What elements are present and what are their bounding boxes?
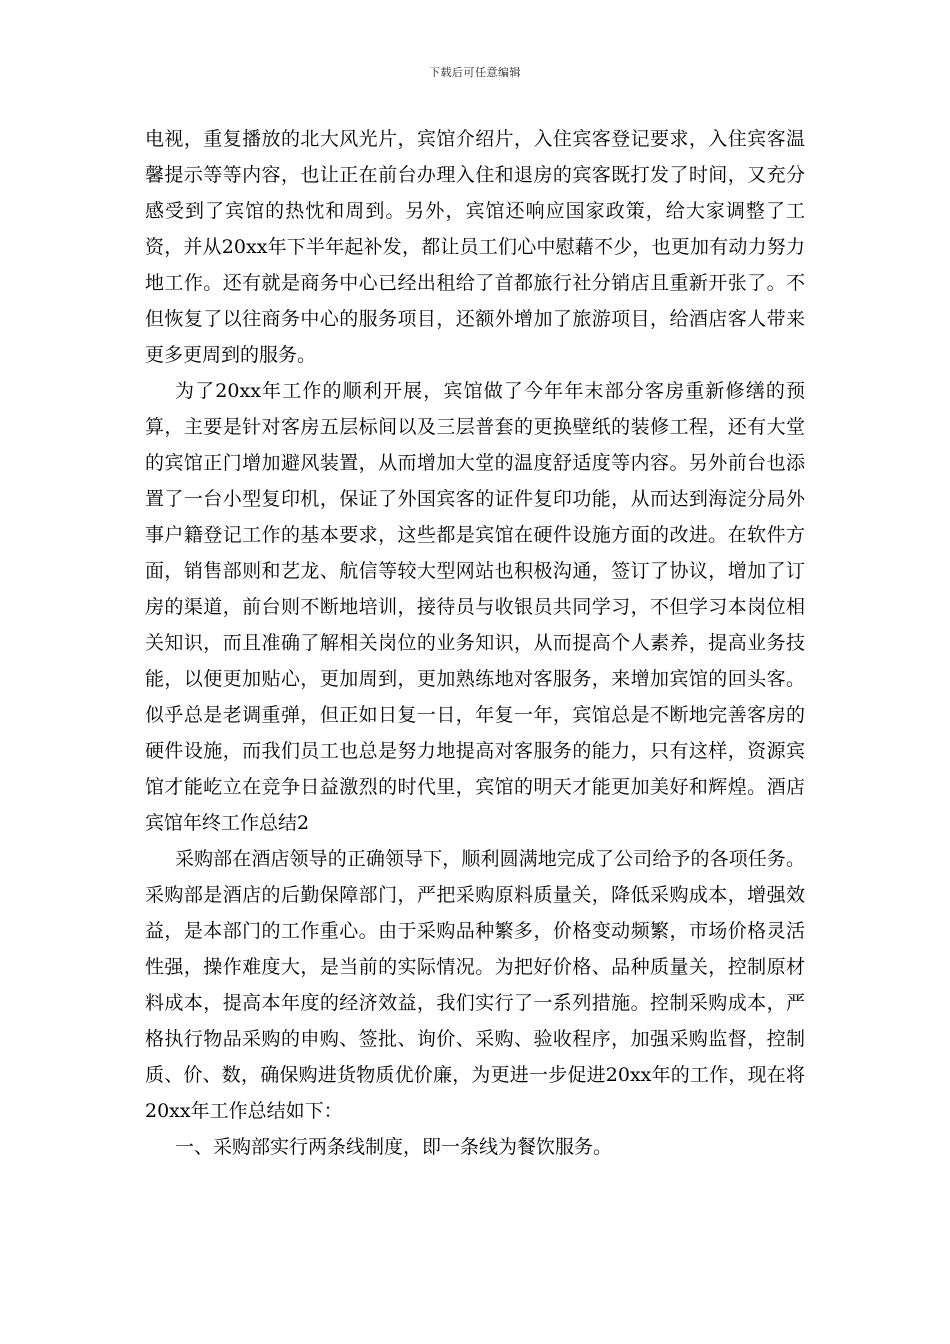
paragraph-3: 采购部在酒店领导的正确领导下，顺利圆满地完成了公司给予的各项任务。采购部是酒店的后勤保障部门，严把采购原料质量关，降低采购成本，增强效益，是本部门的工作重心。由于采购品种繁多，价格变动频繁，市场价格灵活性强，操作难度大，是当前的实际情况。为把好价格、品种质量关，控制原材料成本，提高本年度的经济效益，我们实行了一系列措施。控制采购成本，严格执行物品采购的申购、签批、询价、采购、验收程序，加强采购监督，控制质、价、数，确保购进货物质优价廉，为更进一步促进20xx年的工作，现在将20xx年工作总结如下： [145, 848, 805, 1122]
page-header: 下载后可任意编辑 [429, 66, 521, 79]
document-body [145, 121, 805, 1165]
paragraph-1: 电视，重复播放的北大风光片，宾馆介绍片，入住宾客登记要求，入住宾客温馨提示等等内容，也让正在前台办理入住和退房的宾客既打发了时间，又充分感受到了宾馆的热忱和周到。另外，宾馆还响应国家政策，给大家调整了工资，并从20xx年下半年起补发，都让员工们心中慰藉不少，也更加有动力努力地工作。还有就是商务中心已经出租给了首都旅行社分销店且重新开张了。不但恢复了以往商务中心的服务项目，还额外增加了旅游项目，给酒店客人带来更多更周到的服务。 [145, 128, 805, 366]
paragraph-4: 一、采购部实行两条线制度，即一条线为餐饮服务。 [175, 1136, 613, 1158]
paragraph-2: 为了20xx年工作的顺利开展，宾馆做了今年年末部分客房重新修缮的预算，主要是针对客房五层标间以及三层普套的更换壁纸的装修工程，还有大堂的宾馆正门增加避风装置，从而增加大堂的温度舒适度等内容。另外前台也添置了一台小型复印机，保证了外国宾客的证件复印功能，从而达到海淀分局外事户籍登记工作的基本要求，这些都是宾馆在硬件设施方面的改进。在软件方面，销售部则和艺龙、航信等较大型网站也积极沟通，签订了协议，增加了订房的渠道，前台则不断地培训，接待员与收银员共同学习，不但学习本岗位相关知识，而且准确了解相关岗位的业务知识，从而提高个人素养，提高业务技能，以便更加贴心，更加周到，更加熟练地对客服务，来增加宾馆的回头客。似乎总是老调重弹，但正如日复一日，年复一年，宾馆总是不断地完善客房的硬件设施，而我们员工也总是努力地提高对客服务的能力，只有这样，资源宾馆才能屹立在竞争日益激烈的时代里，宾馆的明天才能更加美好和辉煌。酒店宾馆年终工作总结2 [145, 380, 805, 834]
